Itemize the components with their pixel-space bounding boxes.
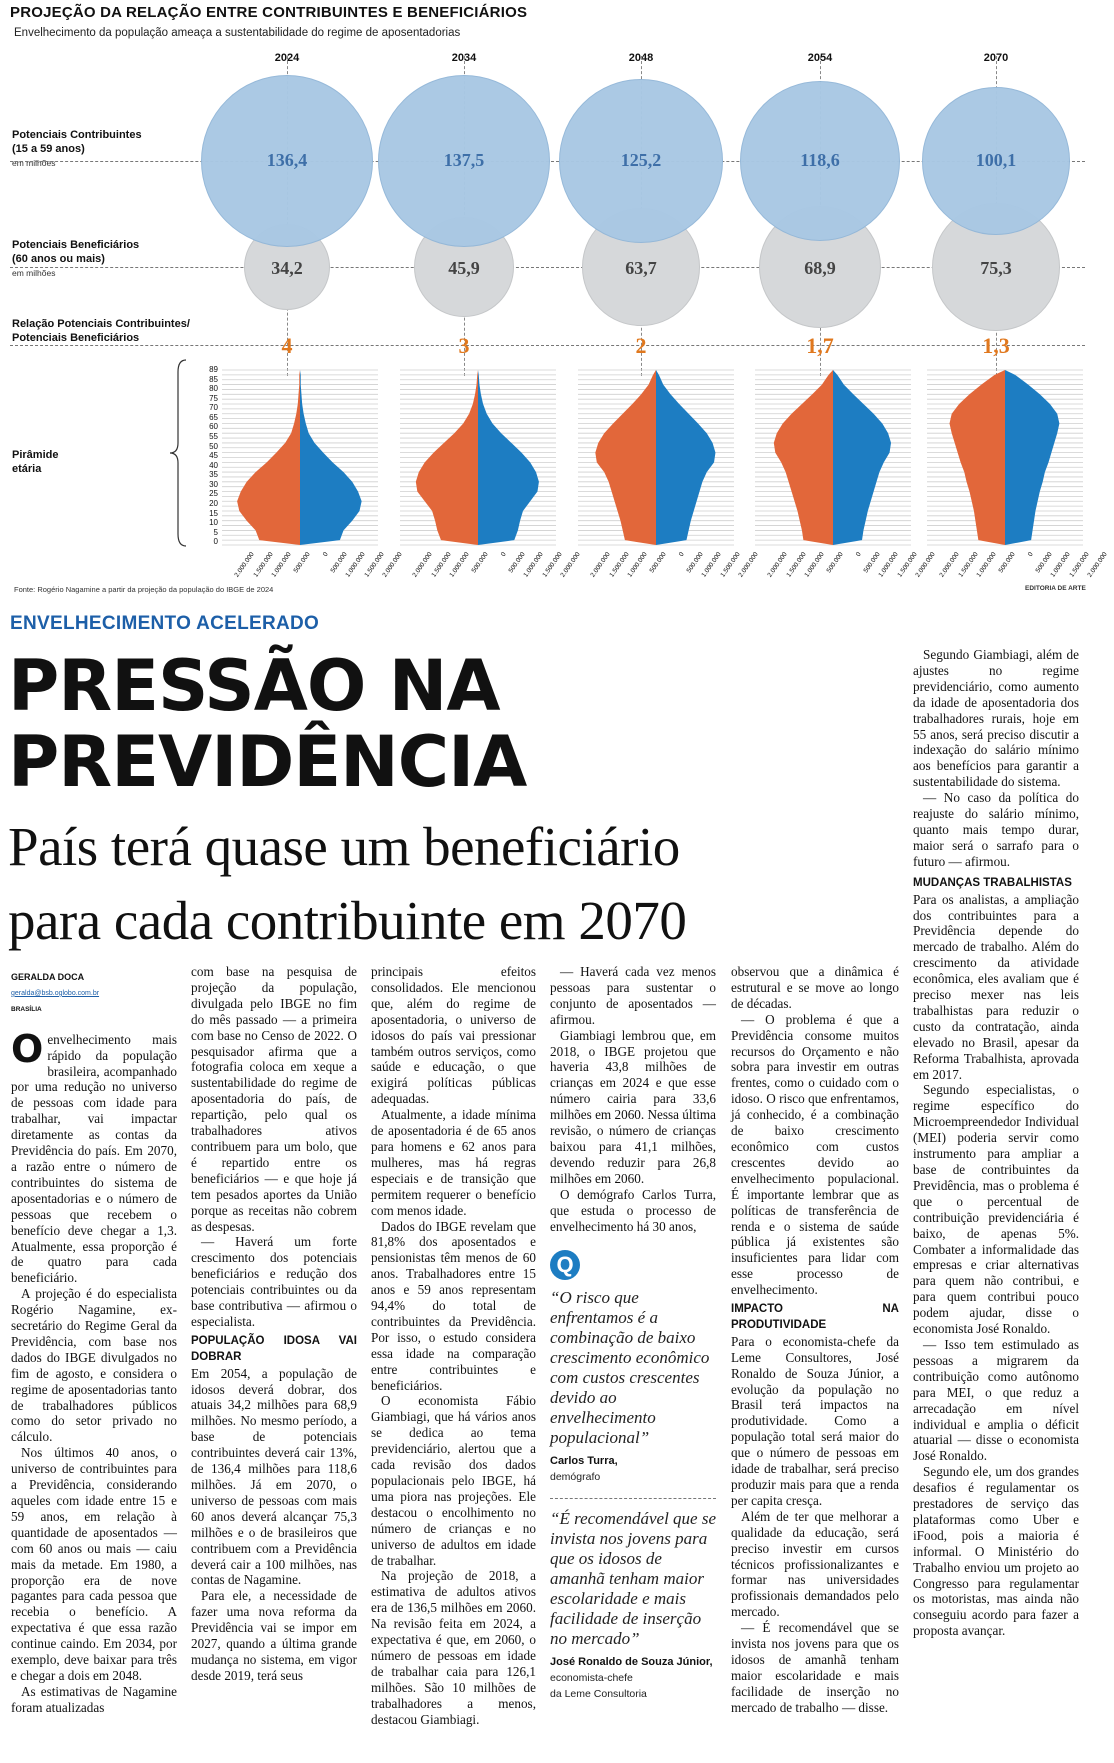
paragraph: Atualmente, a idade mínima de aposentadoria é de 65 anos para homens e 62 anos para mulheres, mas há regras especiais e de transição que permitem requerer o benefício com menos idade. — [371, 1107, 536, 1218]
paragraph: Para ele, a necessidade de fazer uma nova reforma da Previdência vai se impor em 2027, quando a última grande mudança no sistema, em vigor desde 2019, terá seus — [191, 1588, 357, 1683]
pyramid-right-half — [833, 370, 891, 545]
age-label: 35 — [209, 470, 218, 480]
pyramid-axis-tick: 2.000.000 — [766, 551, 789, 579]
pyramid-2054 — [755, 368, 911, 547]
benef-row-line — [10, 267, 1085, 268]
pyramid-axis-tick: 2.000.000 — [737, 551, 760, 579]
pyramid-right-half — [656, 370, 715, 545]
paragraph: Além de ter que melhorar a qualidade da educação, será preciso investir em cursos técnicos profissionalizantes e formar nas universidades profissionais demandados pelo mercado. — [731, 1508, 899, 1620]
ratio-value: 1,3 — [982, 333, 1010, 358]
age-label: 40 — [209, 460, 218, 470]
quote-divider — [550, 1498, 716, 1499]
pyramid-axis-tick: 1.000.000 — [1049, 551, 1072, 579]
graphic-subtitle: Envelhecimento da população ameaça a sustentabilidade do regime de aposentadorias — [14, 27, 461, 39]
pyramid-axis-tick: 500.000 — [507, 551, 527, 575]
benef-row-label — [12, 238, 139, 280]
graphic-credit: EDITORIA DE ARTE — [1025, 585, 1086, 592]
beneficiaries-value: 34,2 — [271, 258, 303, 278]
paragraph: Na projeção de 2018, a estimativa de adultos ativos era de 136,5 milhões em 2060. Na revisão feita em 2024, a expectativa é que, em 2060, o número de pessoas em idade de trabalhar caia para 126,1 milhões. São 10 milhões de trabalhadores a menos, destacou Giambiagi. — [371, 1568, 536, 1727]
pyramid-axis-tick: 1.000.000 — [448, 551, 471, 579]
deck — [8, 810, 686, 958]
pyramid-axis-tick: 1.000.000 — [626, 551, 649, 579]
age-label: 15 — [209, 508, 218, 518]
age-label: 5 — [213, 527, 218, 537]
pyramid-axis-tick: 2.000.000 — [381, 551, 404, 579]
paragraph: A projeção é do especialista Rogério Nagamine, ex-secretário do Regime Geral da Previdência, com base nos dados do IBGE divulgados no fim de agosto, e considera o regime de aposentadorias tanto de trabalhadores públicos como do setor privado no cálculo. — [11, 1286, 177, 1445]
pyramid-axis-tick: 2.000.000 — [914, 551, 937, 579]
age-label: 65 — [209, 412, 218, 422]
column-3 — [371, 964, 536, 1728]
paragraph: Segundo Giambiagi, além de ajustes no regime previdenciário, como aumento da idade de aposentadoria dos trabalhadores rurais, hoje em 55 anos, será preciso discutir a indexação do salário mínimo aos benefícios para garantir a sustentabilidade do sistema. — [913, 647, 1079, 790]
age-label: 0 — [213, 537, 218, 547]
pyramid-axis-tick: 1.000.000 — [975, 551, 998, 579]
column-1 — [11, 970, 177, 1716]
age-label: 60 — [209, 422, 218, 432]
paragraph: Para os analistas, a ampliação dos contribuintes para a Previdência depende do mercado de trabalho. Além do crescimento da atividade econômica, eles avaliam que é preciso mexer nas leis trabalhistas para reduzir o custo da contratação, ainda elevado no Brasil, apesar da Reforma Trabalhista, aprovada em 2017. — [913, 891, 1079, 1082]
subhead-produtividade: IMPACTO NA PRODUTIVIDADE — [731, 1303, 899, 1331]
paragraph: — Haverá cada vez menos pessoas para sustentar o conjunto de aposentados — afirmou. — [550, 964, 716, 1027]
contrib-unit: em milhões — [12, 158, 56, 168]
pyramid-axis-tick: 1.000.000 — [522, 551, 545, 579]
pyramid-axis-tick: 1.000.000 — [344, 551, 367, 579]
age-label: 30 — [209, 479, 218, 489]
ratio-value: 1,7 — [806, 333, 834, 358]
pyramid-axis-tick: 0 — [1026, 551, 1035, 558]
pyramid-axis-tick: 2.000.000 — [233, 551, 256, 579]
pyramid-axis-tick: 500.000 — [329, 551, 349, 575]
contributors-value: 125,2 — [620, 150, 662, 170]
pull-quote-1 — [550, 1250, 716, 1486]
paragraph: Nos últimos 40 anos, o universo de contribuintes para a Previdência, considerando aqueles com idade entre 15 e 59 anos, em relação à quantidade de aposentados — com 60 anos ou mais — caiu mais da metade. Em 1980, a proporção era de nove pagantes para cada pessoa que recebia o benefício. A expectativa é que essa razão continue caindo. Em 2034, por exemplo, deve baixar para três e chegar a dois em 2048. — [11, 1445, 177, 1683]
pyramid-axis-tick: 0 — [499, 551, 508, 558]
pyramid-axis-tick: 500.000 — [292, 551, 312, 575]
column-2 — [191, 964, 357, 1684]
quote-author: José Ronaldo de Souza Júnior, — [550, 1656, 713, 1669]
beneficiaries-value: 63,7 — [625, 258, 657, 278]
pyramid-axis-tick: 1.500.000 — [784, 551, 808, 579]
headline-line-2: PREVIDÊNCIA — [8, 721, 527, 803]
paragraph: com base na pesquisa de projeção da população, divulgada pelo IBGE no fim do mês passado — a primeira com base no Censo de 2022. O pesquisador afirma que a fotografia coloca em xeque a sustentabilidade do regime de aposentadoria do país, de repartição, pelo qual os trabalhadores ativos contribuem para um bolo, que é repartido entre os beneficiários — e que hoje já tem pesados aportes da União porque as receitas não cobrem as despesas. — [191, 964, 357, 1234]
year-label: 2034 — [451, 52, 477, 64]
paragraph: — Isso tem estimulado as pessoas a migrarem da contribuição como autônomo para MEI, o que reduz a arrecadação em nível individual e amplia o déficit atuarial — disse o economista José Ronaldo. — [913, 1336, 1079, 1464]
ratio-row-label: Relação Potenciais Contribuintes/ Potenciais Beneficiários — [12, 318, 190, 344]
paragraph: Segundo especialistas, o regime específico do Microempreendedor Individual (MEI) poderia servir como instrumento para ampliar a base de contribuintes da Previdência, mas o problema é que o percentual de contribuição previdenciária é baixo, de apenas 5%. Combater a informalidade das empresas e criar alternativas para quem não contribui, e para quem contribui pouco podem ajudar, disse o economista José Ronaldo. — [913, 1082, 1079, 1337]
paragraph: As estimativas de Nagamine foram atualizadas — [11, 1683, 177, 1715]
pyramid-axis-tick: 500.000 — [648, 551, 668, 575]
pyramid-axis-tick: 1.500.000 — [895, 551, 919, 579]
benef-label-text: Potenciais Beneficiários (60 anos ou mais) — [12, 239, 140, 265]
paragraph: Em 2054, a população de idosos deverá dobrar, dos atuais 34,2 milhões para 68,9 milhões. No mesmo período, a base de potenciais contribuintes deverá cair 13%, de 136,4 milhões para 118,6 milhões. Já em 2070, o universo de pessoas com mais 60 anos deverá alcançar 75,3 milhões e o de brasileiros que contribuem com a Previdência deverá cair a 100 milhões, nas contas de Nagamine. — [191, 1365, 357, 1588]
age-label: 89 — [209, 365, 218, 374]
quote-text: “É recomendável que se invista nos jovens para que os idosos de amanhã tenham maior escolaridade e mais facilidade de inserção no mercado” — [550, 1509, 717, 1649]
ratio-row-line — [10, 345, 1085, 346]
paragraph: Dados do IBGE revelam que 81,8% dos aposentados e pensionistas têm menos de 60 anos. Trabalhadores entre 15 anos e 59 anos representam 94,4% do total de contribuintes da Previdência. Por isso, o estudo considera essa idade na comparação entre contribuintes e beneficiários. — [371, 1218, 536, 1393]
pyramid-axis-tick: 0 — [321, 551, 330, 558]
author-email[interactable]: geralda@bsb.oglobo.com.br — [11, 989, 100, 997]
headline-line-1: PRESSÃO NA — [8, 645, 500, 727]
graphic-title: PROJEÇÃO DA RELAÇÃO ENTRE CONTRIBUINTES E BENEFICIÁRIOS — [10, 4, 528, 21]
paragraph-text: envelhecimento mais rápido da população brasileira, acompanhado por uma redução no universo de pessoas com idade para trabalhar, vai impactar diretamente as contas da Previdência do país. Em 2070, a razão entre o número de contribuintes do sistema de aposentadorias e o número de pessoas que recebem o benefício deve chegar a 1,3. Atualmente, essa proporção é de quatro para cada beneficiário. — [11, 1031, 177, 1286]
paragraph: observou que a dinâmica é estrutural e se move ao longo de décadas. — [731, 964, 899, 1011]
pyramid-axis-tick: 0 — [854, 551, 863, 558]
quote-author-role: economista-chefe — [550, 1672, 633, 1685]
subhead-idosa: POPULAÇÃO IDOSA VAI DOBRAR — [191, 1334, 357, 1363]
age-label: 50 — [209, 441, 218, 451]
deck-line-2: para cada contribuinte em 2070 — [8, 890, 687, 951]
quote-author: Carlos Turra, — [550, 1455, 618, 1468]
author-name: GERALDA DOCA — [11, 972, 85, 982]
column-4 — [550, 964, 716, 1703]
beneficiaries-value: 75,3 — [980, 258, 1012, 278]
age-label: 85 — [209, 374, 218, 384]
pyramid-axis-tick: 2.000.000 — [589, 551, 612, 579]
pyramid-axis-tick: 500.000 — [862, 551, 882, 575]
age-label: 55 — [209, 432, 218, 442]
beneficiaries-value: 68,9 — [804, 258, 836, 278]
pyramid-axis-tick: 1.500.000 — [362, 551, 386, 579]
pyramid-row-label: Pirâmide etária — [12, 449, 59, 475]
benef-unit: em milhões — [12, 268, 56, 278]
beneficiaries-value: 45,9 — [448, 258, 480, 278]
age-label: 70 — [209, 403, 218, 413]
ratio-value: 4 — [281, 333, 293, 358]
age-label: 10 — [209, 518, 218, 528]
pyramid-axis-tick: 1.000.000 — [700, 551, 723, 579]
subhead-trabalhistas: MUDANÇAS TRABALHISTAS — [913, 876, 1072, 889]
year-label: 2054 — [807, 52, 833, 64]
pyramid-axis-tick: 1.500.000 — [1067, 551, 1091, 579]
paragraph: O demógrafo Carlos Turra, que estuda o processo de envelhecimento há 30 anos, — [550, 1186, 716, 1234]
year-label: 2070 — [983, 52, 1009, 64]
paragraph — [11, 1026, 177, 1287]
contributors-value: 137,5 — [443, 150, 485, 170]
graphic-source: Fonte: Rogério Nagamine a partir da projeção da população do IBGE de 2024 — [14, 585, 274, 594]
pyramid-axis-tick: 500.000 — [825, 551, 845, 575]
quote-icon: Q — [550, 1250, 580, 1280]
pyramid-axis-tick: 1.000.000 — [270, 551, 293, 579]
ratio-value: 2 — [635, 333, 647, 358]
pyramid-axis-tick: 1.500.000 — [429, 551, 453, 579]
pyramid-2070 — [927, 368, 1083, 547]
pyramid-axis-tick: 1.000.000 — [877, 551, 900, 579]
column-5 — [731, 964, 899, 1716]
age-label: 75 — [209, 393, 218, 403]
paragraph: O economista Fábio Giambiagi, que há vários anos se dedica ao tema previdenciário, alertou que a cada revisão dos dados populacionais pelo IBGE, há uma piora nas projeções. Ele destacou o encolhimento no número de crianças e no universo de adultos em idade de trabalhar. — [371, 1393, 536, 1568]
pyramid-axis-tick: 500.000 — [997, 551, 1017, 575]
pyramid-axis-tick: 500.000 — [685, 551, 705, 575]
pyramid-2048 — [578, 368, 734, 547]
pyramid-2024 — [222, 368, 378, 547]
pyramid-left-half — [774, 370, 833, 545]
year-label: 2024 — [274, 52, 300, 64]
pyramid-axis-tick: 500.000 — [470, 551, 490, 575]
deck-line-1: País terá quase um beneficiário — [8, 816, 680, 877]
column-6 — [913, 647, 1079, 1639]
ratio-value: 3 — [458, 333, 470, 358]
pyramid-axis-tick: 1.500.000 — [251, 551, 275, 579]
contributors-value: 118,6 — [800, 150, 840, 170]
paragraph: — É recomendável que se invista nos jovens para que os idosos de amanhã tenham maior escolaridade e mais facilidade de inserção no mercado de trabalho — disse. — [731, 1620, 899, 1715]
contrib-label-text: Potenciais Contribuintes (15 a 59 anos) — [12, 129, 142, 155]
pyramid-axis-tick: 500.000 — [1034, 551, 1054, 575]
quote-text: “O risco que enfrentamos é a combinação de baixo crescimento econômico com custos crescentes devido ao envelhecimento populacional” — [550, 1288, 710, 1448]
headline — [8, 645, 527, 803]
contributors-value: 136,4 — [266, 150, 308, 170]
pyramid-left-half — [595, 370, 656, 545]
paragraph: Segundo ele, um dos grandes desafios é regulamentar os prestadores de serviço das plataformas como Uber e iFood, pois a maioria é informal. O Ministério do Trabalho enviou um projeto ao Congresso para regulamentar os motoristas, mas ainda não conseguiu acordo para fazer a proposta avançar. — [913, 1464, 1079, 1639]
pull-quote-2 — [550, 1509, 716, 1703]
pyramid-axis-tick: 1.500.000 — [956, 551, 980, 579]
paragraph: — Haverá um forte crescimento dos potenciais beneficiários e redução dos potenciais contribuintes ou da base contributiva — afirmou o especialista. — [191, 1234, 357, 1329]
age-label: 25 — [209, 489, 218, 499]
quote-author-role: da Leme Consultoria — [550, 1688, 647, 1701]
pyramid-axis-tick: 2.000.000 — [1086, 551, 1109, 579]
author-place: BRASÍLIA — [11, 1005, 42, 1013]
pyramid-axis-tick: 1.500.000 — [718, 551, 742, 579]
paragraph: principais efeitos consolidados. Ele mencionou que, além do regime de aposentadoria, o universo de idosos do país vai pressionar também outros serviços, como saúde e educação, o que exigirá políticas públicas adequadas. — [371, 964, 536, 1107]
age-label: 80 — [209, 384, 218, 394]
age-label: 20 — [209, 499, 218, 509]
pyramid-axis-tick: 2.000.000 — [938, 551, 961, 579]
dropcap: O — [11, 1026, 44, 1071]
pyramid-axis-tick: 1.500.000 — [607, 551, 631, 579]
contributors-value: 100,1 — [975, 150, 1017, 170]
quote-author-role: demógrafo — [550, 1471, 601, 1484]
pyramid-axis-tick: 1.500.000 — [540, 551, 564, 579]
pyramid-axis-tick: 2.000.000 — [411, 551, 434, 579]
year-label: 2048 — [628, 52, 654, 64]
contrib-row-label — [12, 128, 142, 170]
pyramid-axis-tick: 0 — [677, 551, 686, 558]
paragraph: — O problema é que a Previdência consome muitos recursos do Orçamento e não sobra para investir em outras frentes, como o cuidado com o idoso. O risco que enfrentamos, já conhecido, é a combinação de baixo crescimento econômico com custos crescentes devido ao envelhecimento populacional. É importante lembrar que as políticas de transferência de renda e o sistema de saúde pública já existentes são insuficientes para lidar com esse processo de envelhecimento. — [731, 1011, 899, 1298]
age-label: 45 — [209, 451, 218, 461]
paragraph: Giambiagi lembrou que, em 2018, o IBGE projetou que haveria 43,8 milhões de crianças em 2024 e que esse número cairia para 33,6 milhões em 2060. Nessa última revisão, o número de crianças baixou para 41,1 milhões, devendo reduzir para 26,8 milhões em 2060. — [550, 1027, 716, 1186]
paragraph: Para o economista-chefe da Leme Consultores, José Ronaldo de Souza Júnior, a evolução da população no Brasil terá impactos na produtividade. Como a população total será maior do que o número de pessoas em idade de trabalhar, será preciso produzir mais para que a renda per capita cresça. — [731, 1333, 899, 1508]
pyramid-axis-tick: 2.000.000 — [559, 551, 582, 579]
paragraph: — No caso da política do reajuste do salário mínimo, quanto mais tempo durar, maior será o sarrafo para o futuro — afirmou. — [913, 790, 1079, 869]
pyramid-axis-tick: 1.000.000 — [803, 551, 826, 579]
pyramid-2034 — [400, 368, 556, 547]
pyramid-bracket — [168, 358, 188, 548]
kicker: ENVELHECIMENTO ACELERADO — [10, 613, 320, 634]
